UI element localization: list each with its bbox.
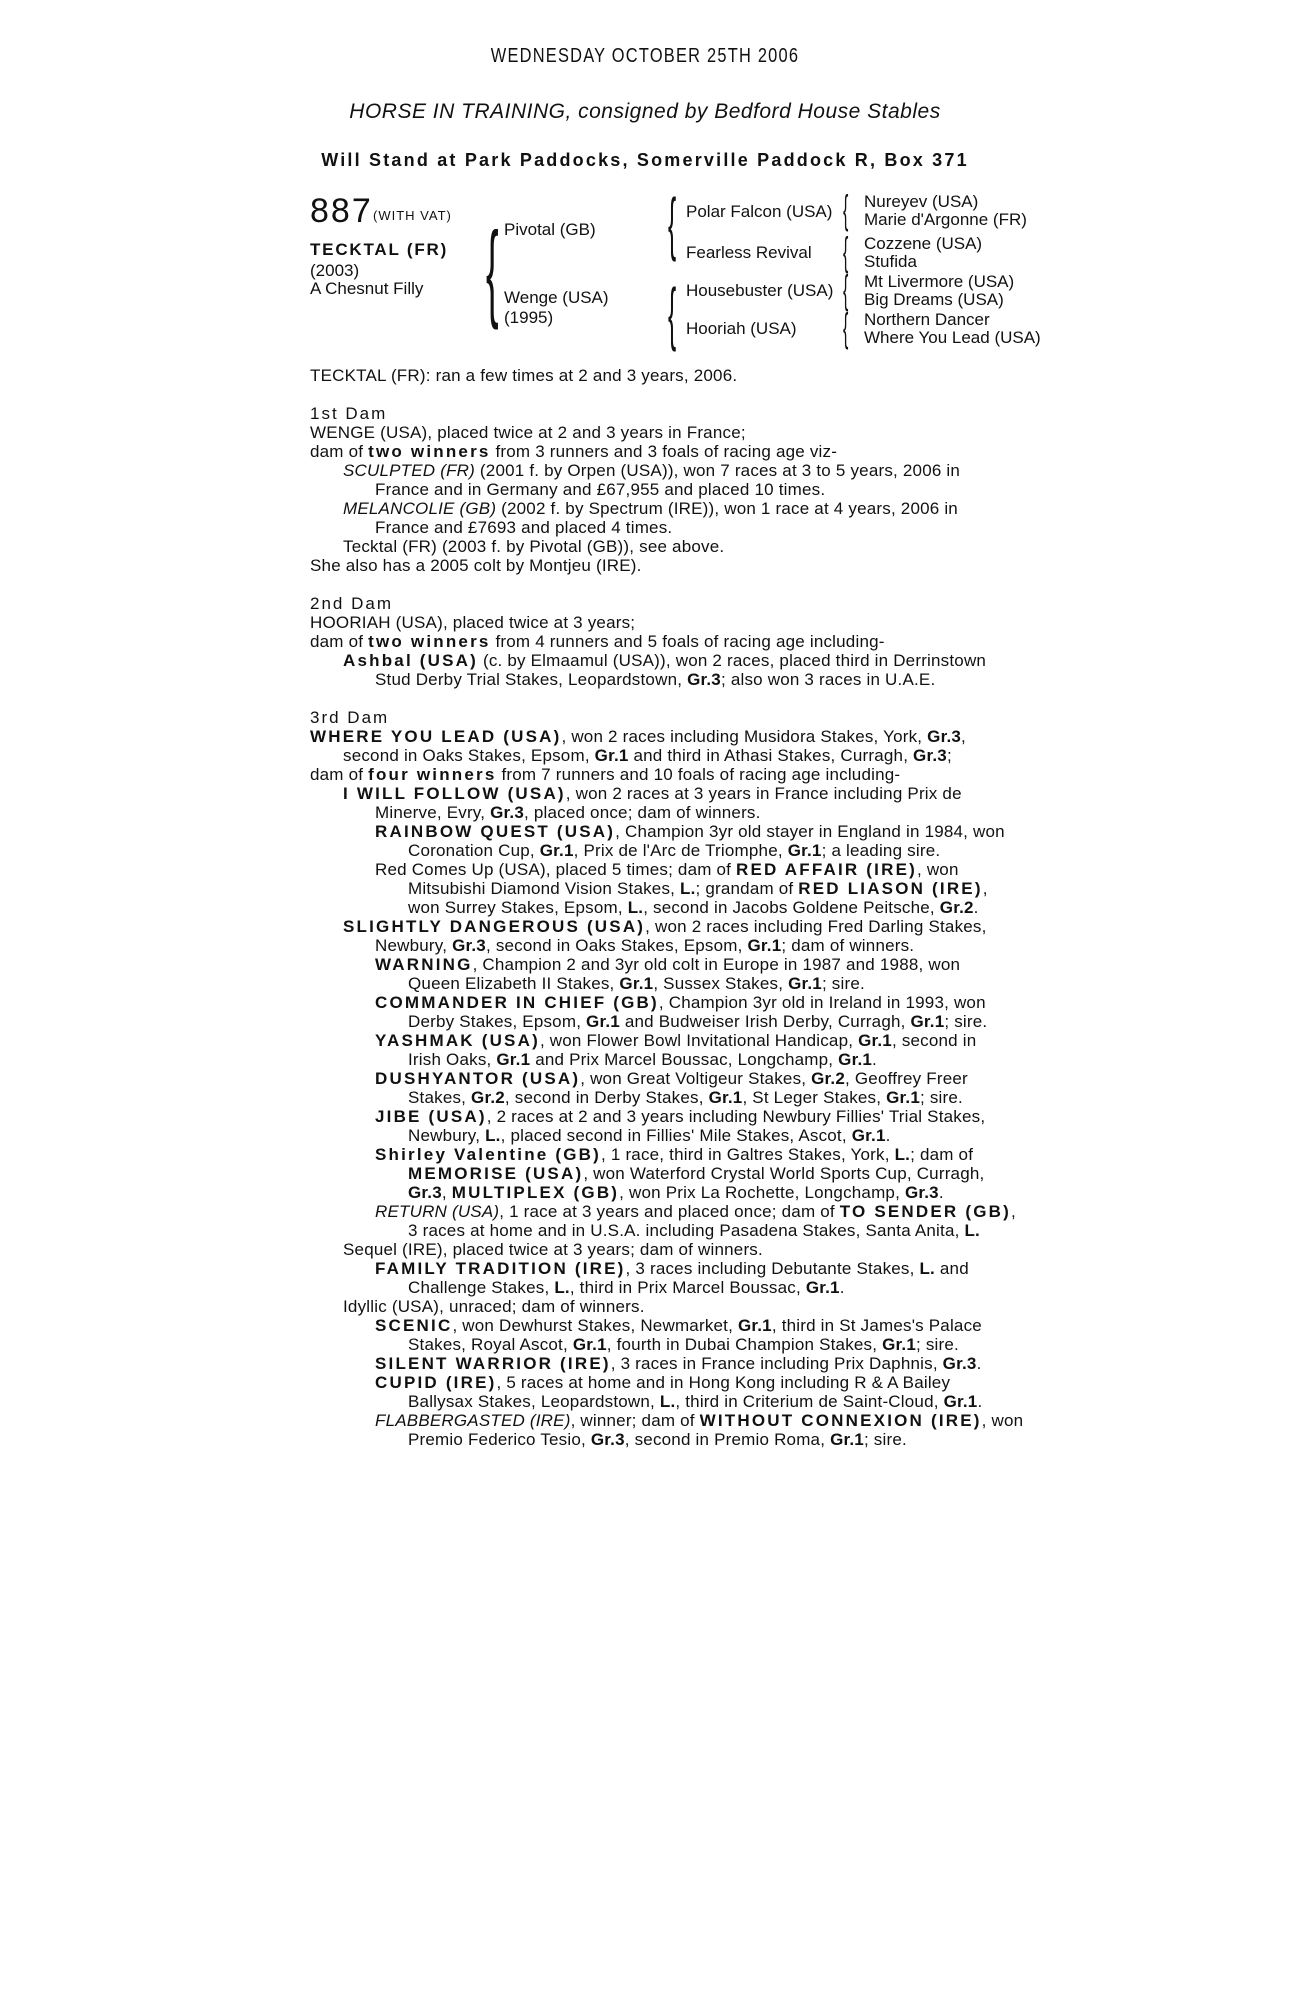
section-heading: 1st Dam: [310, 404, 388, 423]
great-grandparent-5: Mt Livermore (USA): [864, 272, 1015, 291]
section-heading: 2nd Dam: [310, 594, 393, 613]
progeny-line: SLIGHTLY DANGEROUS (USA), won 2 races including Fred Darling Stakes,: [343, 917, 987, 936]
progeny-line: She also has a 2005 colt by Montjeu (IRE).: [310, 556, 642, 575]
progeny-line: Stakes, Royal Ascot, Gr.1, fourth in Dubai Champion Stakes, Gr.1; sire.: [408, 1335, 959, 1354]
progeny-line: Newbury, L., placed second in Fillies' Mile Stakes, Ascot, Gr.1.: [408, 1126, 891, 1145]
dam-line: dam of two winners from 3 runners and 3 foals of racing age viz-: [310, 442, 838, 461]
progeny-line: MELANCOLIE (GB) (2002 f. by Spectrum (IRE)), won 1 race at 4 years, 2006 in: [343, 499, 958, 518]
progeny-line: 3 races at home and in U.S.A. including Pasadena Stakes, Santa Anita, L.: [408, 1221, 980, 1240]
progeny-line: Mitsubishi Diamond Vision Stakes, L.; grandam of RED LIASON (IRE),: [408, 879, 988, 898]
grandsire-1: Polar Falcon (USA): [686, 202, 833, 221]
progeny-line: WARNING, Champion 2 and 3yr old colt in Europe in 1987 and 1988, won: [375, 955, 961, 974]
progeny-line: Derby Stakes, Epsom, Gr.1 and Budweiser Irish Derby, Curragh, Gr.1; sire.: [408, 1012, 988, 1031]
progeny-line: Stakes, Gr.2, second in Derby Stakes, Gr.1, St Leger Stakes, Gr.1; sire.: [408, 1088, 963, 1107]
dam-line: second in Oaks Stakes, Epsom, Gr.1 and third in Athasi Stakes, Curragh, Gr.3;: [343, 746, 952, 765]
grandsire-2: Housebuster (USA): [686, 281, 834, 300]
progeny-line: RETURN (USA), 1 race at 3 years and placed once; dam of TO SENDER (GB),: [375, 1202, 1016, 1221]
progeny-line: Minerve, Evry, Gr.3, placed once; dam of winners.: [375, 803, 761, 822]
great-grandparent-7: Northern Dancer: [864, 310, 990, 329]
dam-line: HOORIAH (USA), placed twice at 3 years;: [310, 613, 636, 632]
progeny-line: Idyllic (USA), unraced; dam of winners.: [343, 1297, 645, 1316]
granddam-1: Fearless Revival: [686, 243, 812, 262]
progeny-line: Ashbal (USA) (c. by Elmaamul (USA)), won 2 races, placed third in Derrinstown: [343, 651, 987, 670]
section-heading: 3rd Dam: [310, 708, 390, 727]
pedigree-brace: {: [843, 230, 849, 274]
pedigree-brace: {: [843, 268, 849, 312]
progeny-line: Sequel (IRE), placed twice at 3 years; dam of winners.: [343, 1240, 763, 1259]
progeny-line: I WILL FOLLOW (USA), won 2 races at 3 years in France including Prix de: [343, 784, 962, 803]
progeny-line: Coronation Cup, Gr.1, Prix de l'Arc de Triomphe, Gr.1; a leading sire.: [408, 841, 941, 860]
progeny-line: COMMANDER IN CHIEF (GB), Champion 3yr old in Ireland in 1993, won: [375, 993, 986, 1012]
progeny-line: France and £7693 and placed 4 times.: [375, 518, 673, 537]
great-grandparent-1: Nureyev (USA): [864, 192, 979, 211]
progeny-line: DUSHYANTOR (USA), won Great Voltigeur Stakes, Gr.2, Geoffrey Freer: [375, 1069, 968, 1088]
progeny-line: CUPID (IRE), 5 races at home and in Hong Kong including R & A Bailey: [375, 1373, 951, 1392]
pedigree-brace: {: [668, 274, 677, 352]
pedigree-brace: {: [843, 306, 849, 350]
dam-name: Wenge (USA): [504, 288, 609, 307]
progeny-line: SCULPTED (FR) (2001 f. by Orpen (USA)), won 7 races at 3 to 5 years, 2006 in: [343, 461, 961, 480]
performance-summary: TECKTAL (FR): ran a few times at 2 and 3 years, 2006.: [310, 366, 738, 385]
great-grandparent-2: Marie d'Argonne (FR): [864, 210, 1027, 229]
dam-line: dam of four winners from 7 runners and 10 foals of racing age including-: [310, 765, 901, 784]
progeny-line: FLABBERGASTED (IRE), winner; dam of WITHOUT CONNEXION (IRE), won: [375, 1411, 1024, 1430]
progeny-line: Red Comes Up (USA), placed 5 times; dam of RED AFFAIR (IRE), won: [375, 860, 959, 879]
granddam-2: Hooriah (USA): [686, 319, 797, 338]
progeny-line: Irish Oaks, Gr.1 and Prix Marcel Boussac, Longchamp, Gr.1.: [408, 1050, 877, 1069]
sire-name: Pivotal (GB): [504, 220, 596, 239]
progeny-line: Tecktal (FR) (2003 f. by Pivotal (GB)), see above.: [343, 537, 725, 556]
progeny-line: France and in Germany and £67,955 and placed 10 times.: [375, 480, 826, 499]
great-grandparent-4: Stufida: [864, 252, 917, 271]
vat-note: (WITH VAT): [373, 208, 452, 223]
progeny-line: Shirley Valentine (GB), 1 race, third in Galtres Stakes, York, L.; dam of: [375, 1145, 974, 1164]
great-grandparent-8: Where You Lead (USA): [864, 328, 1041, 347]
progeny-line: Gr.3, MULTIPLEX (GB), won Prix La Rochette, Longchamp, Gr.3.: [408, 1183, 944, 1202]
progeny-line: FAMILY TRADITION (IRE), 3 races including Debutante Stakes, L. and: [375, 1259, 969, 1278]
pedigree-brace: {: [843, 188, 849, 232]
pedigree-brace: {: [668, 184, 677, 262]
great-grandparent-3: Cozzene (USA): [864, 234, 983, 253]
progeny-line: RAINBOW QUEST (USA), Champion 3yr old stayer in England in 1984, won: [375, 822, 1005, 841]
progeny-line: Newbury, Gr.3, second in Oaks Stakes, Epsom, Gr.1; dam of winners.: [375, 936, 915, 955]
great-grandparent-6: Big Dreams (USA): [864, 290, 1004, 309]
stand-location: Will Stand at Park Paddocks, Somerville Paddock R, Box 371: [321, 150, 969, 170]
progeny-line: SCENIC, won Dewhurst Stakes, Newmarket, Gr.1, third in St James's Palace: [375, 1316, 982, 1335]
consignment-line: HORSE IN TRAINING, consigned by Bedford House Stables: [349, 100, 941, 123]
progeny-line: YASHMAK (USA), won Flower Bowl Invitational Handicap, Gr.1, second in: [375, 1031, 977, 1050]
progeny-line: won Surrey Stakes, Epsom, L., second in Jacobs Goldene Peitsche, Gr.2.: [408, 898, 979, 917]
progeny-line: Premio Federico Tesio, Gr.3, second in Premio Roma, Gr.1; sire.: [408, 1430, 907, 1449]
progeny-line: JIBE (USA), 2 races at 2 and 3 years including Newbury Fillies' Trial Stakes,: [375, 1107, 986, 1126]
sale-date: WEDNESDAY OCTOBER 25TH 2006: [490, 45, 800, 67]
progeny-line: SILENT WARRIOR (IRE), 3 races in France including Prix Daphnis, Gr.3.: [375, 1354, 982, 1373]
progeny-line: Queen Elizabeth II Stakes, Gr.1, Sussex Stakes, Gr.1; sire.: [408, 974, 865, 993]
progeny-line: Ballysax Stakes, Leopardstown, L., third in Criterium de Saint-Cloud, Gr.1.: [408, 1392, 983, 1411]
dam-line: WHERE YOU LEAD (USA), won 2 races including Musidora Stakes, York, Gr.3,: [310, 727, 966, 746]
dam-year: (1995): [504, 308, 554, 327]
progeny-line: Challenge Stakes, L., third in Prix Marcel Boussac, Gr.1.: [408, 1278, 845, 1297]
dam-line: WENGE (USA), placed twice at 2 and 3 years in France;: [310, 423, 746, 442]
horse-name: TECKTAL (FR): [310, 240, 449, 259]
progeny-line: MEMORISE (USA), won Waterford Crystal World Sports Cup, Curragh,: [408, 1164, 985, 1183]
dam-line: dam of two winners from 4 runners and 5 foals of racing age including-: [310, 632, 885, 651]
foaling-year: (2003): [310, 261, 360, 280]
pedigree-brace: {: [486, 209, 499, 330]
progeny-line: Stud Derby Trial Stakes, Leopardstown, Gr.3; also won 3 races in U.A.E.: [375, 670, 936, 689]
horse-description: A Chesnut Filly: [310, 279, 424, 298]
lot-number: 887: [310, 192, 373, 230]
